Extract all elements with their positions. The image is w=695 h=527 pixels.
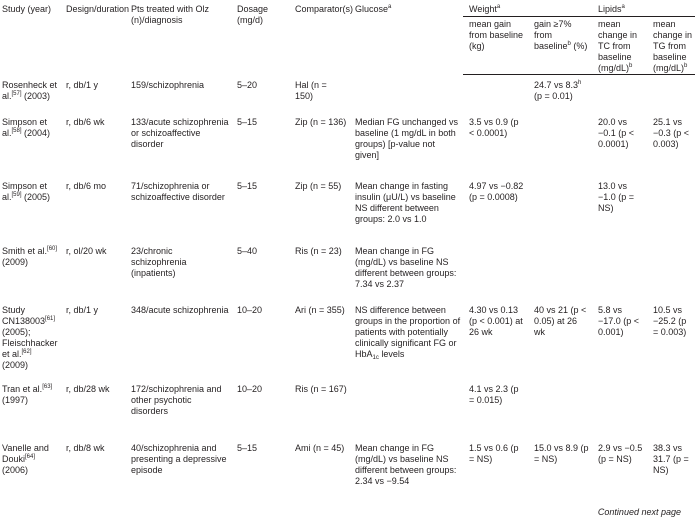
cell-dosage: 10–20 xyxy=(237,304,263,315)
cell-lipids-tg: 10.5 vs −25.2 (p = 0.003) xyxy=(653,304,687,337)
cell-comparator: Zip (n = 55) xyxy=(295,180,342,191)
cell-lipids-tc: 13.0 vs −1.0 (p = NS) xyxy=(598,180,635,213)
cell-lipids-tc xyxy=(592,75,647,112)
cell-dosage: 5–15 xyxy=(237,180,258,191)
cell-comparator: Hal (n = 150) xyxy=(295,79,327,101)
cell-study: Tran et al.[63] (1997) xyxy=(2,383,53,405)
cell-glucose: Mean change in FG (mg/dL) vs baseline NS different between groups: 7.34 vs 2.37 xyxy=(355,245,457,289)
table-row xyxy=(0,75,695,112)
cell-study: Simpson et al.[59] (2005) xyxy=(2,180,51,202)
header-weight-group: Weight$^a$ xyxy=(463,0,592,17)
cell-weight-gain xyxy=(463,75,528,112)
header-glucose: Glucose$^a$ xyxy=(355,4,392,14)
header-study: Study (year) xyxy=(2,4,52,14)
cell-lipids-tc xyxy=(592,379,647,438)
cell-weight-gain: 1.5 vs 0.6 (p = NS) xyxy=(469,442,519,464)
cell-study: Study CN138003[61] (2005); Fleischhacker et al.[62] (2009) xyxy=(2,304,58,370)
cell-study: Rosenheck et al.[57] (2003) xyxy=(2,79,58,101)
header-lipids-tg: mean change in TG from baseline $(mg/dL)^b$ xyxy=(647,17,695,75)
cell-weight-gain: 3.5 vs 0.9 (p < 0.0001) xyxy=(469,116,519,138)
cell-design: r, db/6 wk xyxy=(66,116,105,127)
cell-lipids-tg: 25.1 vs −0.3 (p < 0.003) xyxy=(653,116,690,149)
cell-comparator: Ris (n = 23) xyxy=(295,245,342,256)
cell-comparator: Ari (n = 355) xyxy=(295,304,345,315)
cell-weight-gain: 4.1 vs 2.3 (p = 0.015) xyxy=(469,383,519,405)
cell-comparator: Ami (n = 45) xyxy=(295,442,345,453)
cell-pts: 172/schizophrenia and other psychotic disorders xyxy=(131,383,222,416)
cell-design: r, ol/20 wk xyxy=(66,245,107,256)
cell-design: r, db/1 y xyxy=(66,304,99,315)
cell-lipids-tc: 5.8 vs −17.0 (p < 0.001) xyxy=(598,304,640,337)
cell-comparator: Ris (n = 167) xyxy=(295,383,347,394)
cell-lipids-tc: 2.9 vs −0.5 (p = NS) xyxy=(598,442,643,464)
cell-design: r, db/1 y xyxy=(66,79,99,90)
table-row xyxy=(0,300,695,379)
cell-pts: 40/schizophrenia and presenting a depressive episode xyxy=(131,442,227,475)
cell-study: Smith et al.[60] (2009) xyxy=(2,245,58,267)
cell-lipids-tg: 38.3 vs 31.7 (p = NS) xyxy=(653,442,689,475)
cell-pts: 71/schizophrenia or schizoaffective disorder xyxy=(131,180,225,202)
cell-lipids-tg xyxy=(647,379,695,438)
cell-weight-pct: 15.0 vs 8.9 (p = NS) xyxy=(534,442,589,464)
cell-pts: 348/acute schizophrenia xyxy=(131,304,229,315)
cell-pts: 23/chronic schizophrenia (inpatients) xyxy=(131,245,187,278)
cell-design: r, db/8 wk xyxy=(66,442,105,453)
cell-weight-pct xyxy=(528,112,592,176)
cell-lipids-tc xyxy=(592,241,647,300)
cell-weight-pct xyxy=(528,379,592,438)
cell-lipids-tg xyxy=(647,176,695,241)
cell-weight-pct xyxy=(528,176,592,241)
table-row xyxy=(0,438,695,498)
table-row xyxy=(0,241,695,300)
cell-lipids-tc: 20.0 vs −0.1 (p < 0.0001) xyxy=(598,116,635,149)
cell-glucose xyxy=(349,379,463,438)
cell-pts: 159/schizophrenia xyxy=(131,79,205,90)
header-pts: Pts treated with Olz (n)/diagnosis xyxy=(131,4,210,25)
cell-lipids-tg xyxy=(647,75,695,112)
table-row xyxy=(0,379,695,438)
cell-glucose: NS difference between groups in the proportion of patients with potentially clinically significant FG or HbA$_{1c}$ levels xyxy=(355,304,461,362)
cell-study: Vanelle and Douki[64] (2006) xyxy=(2,442,49,475)
cell-study: Simpson et al.[58] (2004) xyxy=(2,116,51,138)
cell-weight-pct xyxy=(528,241,592,300)
cell-glucose: Mean change in FG (mg/dL) vs baseline NS different between groups: 2.34 vs −9.54 xyxy=(355,442,457,486)
cell-design: r, db/28 wk xyxy=(66,383,110,394)
cell-weight-gain: 4.97 vs −0.82 (p = 0.0008) xyxy=(469,180,524,202)
cell-glucose: Median FG unchanged vs baseline (1 mg/dL in both groups) [p-value not given] xyxy=(355,116,459,160)
header-lipids-group: Lipids$^a$ xyxy=(592,0,695,17)
cell-lipids-tg xyxy=(647,241,695,300)
cell-weight-pct: 24.7 vs 8.3$^h$ (p = 0.01) xyxy=(534,80,582,101)
header-comparator: Comparator(s) xyxy=(295,4,354,14)
cell-dosage: 10–20 xyxy=(237,383,263,394)
continued-note: Continued next page xyxy=(597,507,681,517)
cell-weight-gain: 4.30 vs 0.13 (p < 0.001) at 26 wk xyxy=(469,304,523,337)
cell-glucose: Mean change in fasting insulin (μU/L) vs baseline NS different between groups: 2.0 vs 1.0 xyxy=(355,180,456,224)
header-design: Design/duration xyxy=(66,4,130,14)
cell-dosage: 5–20 xyxy=(237,79,258,90)
cell-glucose xyxy=(349,75,463,112)
header-lipids-tc: mean change in TC from baseline $(mg/dL)^b$ xyxy=(592,17,647,75)
header-dosage: Dosage (mg/d) xyxy=(237,4,269,25)
cell-dosage: 5–15 xyxy=(237,116,258,127)
cell-weight-gain xyxy=(463,241,528,300)
table-row xyxy=(0,112,695,176)
header-weight-pct: gain ≥7% from baseline$^b$ (%) xyxy=(528,17,592,75)
header-row-1 xyxy=(0,0,695,17)
header-weight-gain: mean gain from baseline (kg) xyxy=(463,17,528,75)
cell-pts: 133/acute schizophrenia or schizoaffective disorder xyxy=(131,116,229,149)
table-row xyxy=(0,176,695,241)
cell-comparator: Zip (n = 136) xyxy=(295,116,347,127)
cell-design: r, db/6 mo xyxy=(66,180,107,191)
cell-dosage: 5–40 xyxy=(237,245,258,256)
cell-dosage: 5–15 xyxy=(237,442,258,453)
cell-weight-pct: 40 vs 21 (p < 0.05) at 26 wk xyxy=(534,304,587,337)
